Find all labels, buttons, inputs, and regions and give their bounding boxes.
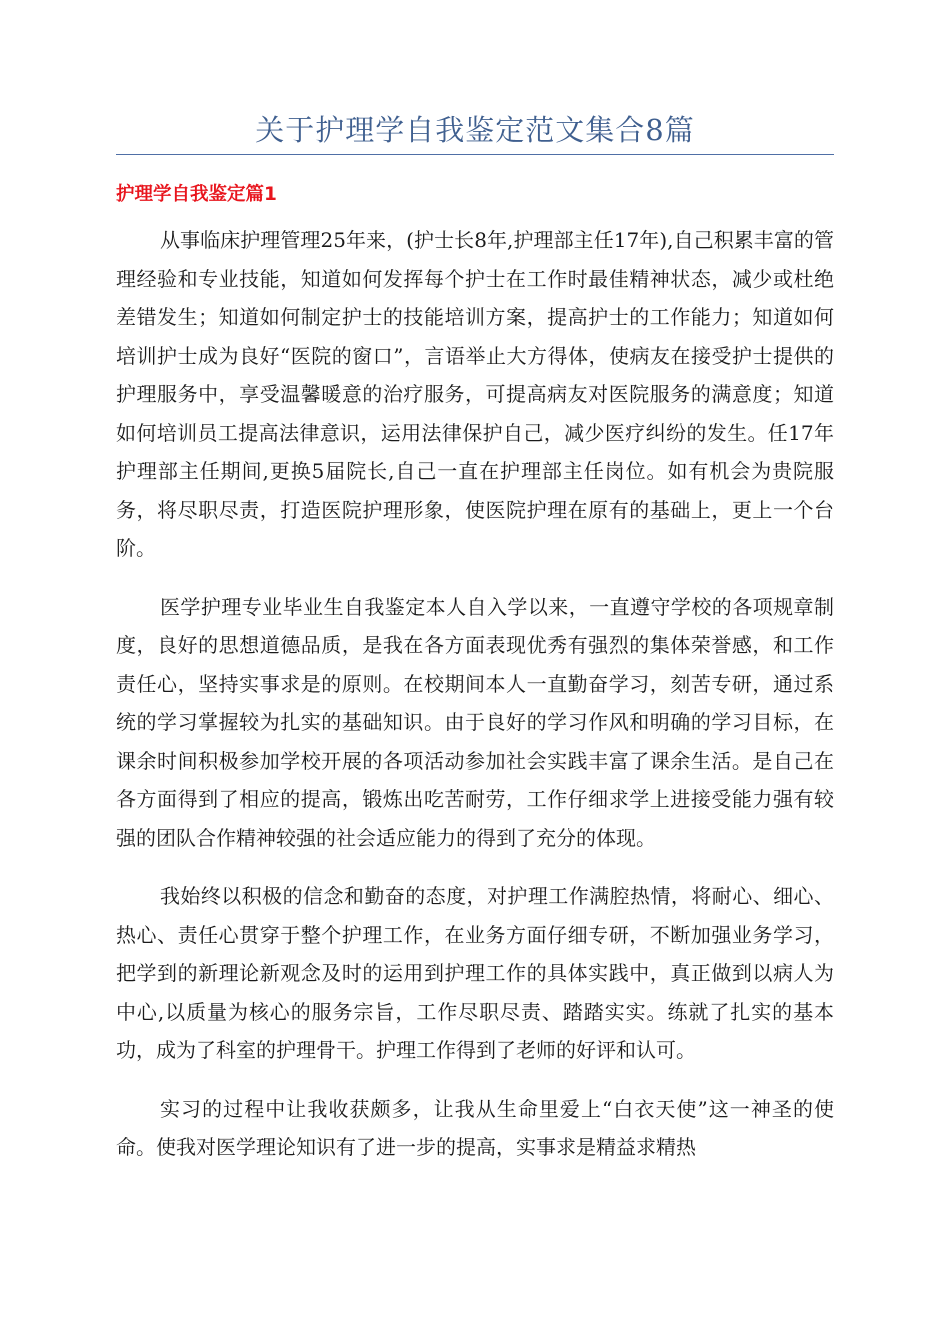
- document-title: 关于护理学自我鉴定范文集合8篇: [255, 113, 695, 147]
- paragraph: 医学护理专业毕业生自我鉴定本人自入学以来，一直遵守学校的各项规章制度，良好的思想道德品质，是我在各方面表现优秀有强烈的集体荣誉感，和工作责任心，坚持实事求是的原则。在校期间本人一直勤奋学习，刻苦专研，通过系统的学习掌握较为扎实的基础知识。由于良好的学习作风和明确的学习目标，在课余时间积极参加学校开展的各项活动参加社会实践丰富了课余生活。是自己在各方面得到了相应的提高，锻炼出吃苦耐劳，工作仔细求学上进接受能力强有较强的团队合作精神较强的社会适应能力的得到了充分的体现。: [116, 594, 834, 850]
- section-heading: 护理学自我鉴定篇1: [116, 184, 277, 205]
- paragraph: 从事临床护理管理25年来，(护士长8年,护理部主任17年),自己积累丰富的管理经验和专业技能，知道如何发挥每个护士在工作时最佳精神状态，减少或杜绝差错发生；知道如何制定护士的技能培训方案，提高护士的工作能力；知道如何培训护士成为良好“医院的窗口”，言语举止大方得体，使病友在接受护士提供的护理服务中，享受温馨暖意的治疗服务，可提高病友对医院服务的满意度；知道如何培训员工提高法律意识，运用法律保护自己，减少医疗纠纷的发生。任17年护理部主任期间,更换5届院长,自己一直在护理部主任岗位。如有机会为贵院服务，将尽职尽责，打造医院护理形象，使医院护理在原有的基础上，更上一个台阶。: [116, 228, 834, 560]
- paragraph: 我始终以积极的信念和勤奋的态度，对护理工作满腔热情，将耐心、细心、热心、责任心贯穿于整个护理工作，在业务方面仔细专研，不断加强业务学习，把学到的新理论新观念及时的运用到护理工作的具体实践中，真正做到以病人为中心,以质量为核心的服务宗旨，工作尽职尽责、踏踏实实。练就了扎实的基本功，成为了科室的护理骨干。护理工作得到了老师的好评和认可。: [116, 884, 834, 1062]
- title-underline: [116, 154, 834, 155]
- paragraph: 实习的过程中让我收获颇多，让我从生命里爱上“白衣天使”这一神圣的使命。使我对医学理论知识有了进一步的提高，实事求是精益求精热: [116, 1096, 834, 1159]
- body-text: [116, 221, 834, 1187]
